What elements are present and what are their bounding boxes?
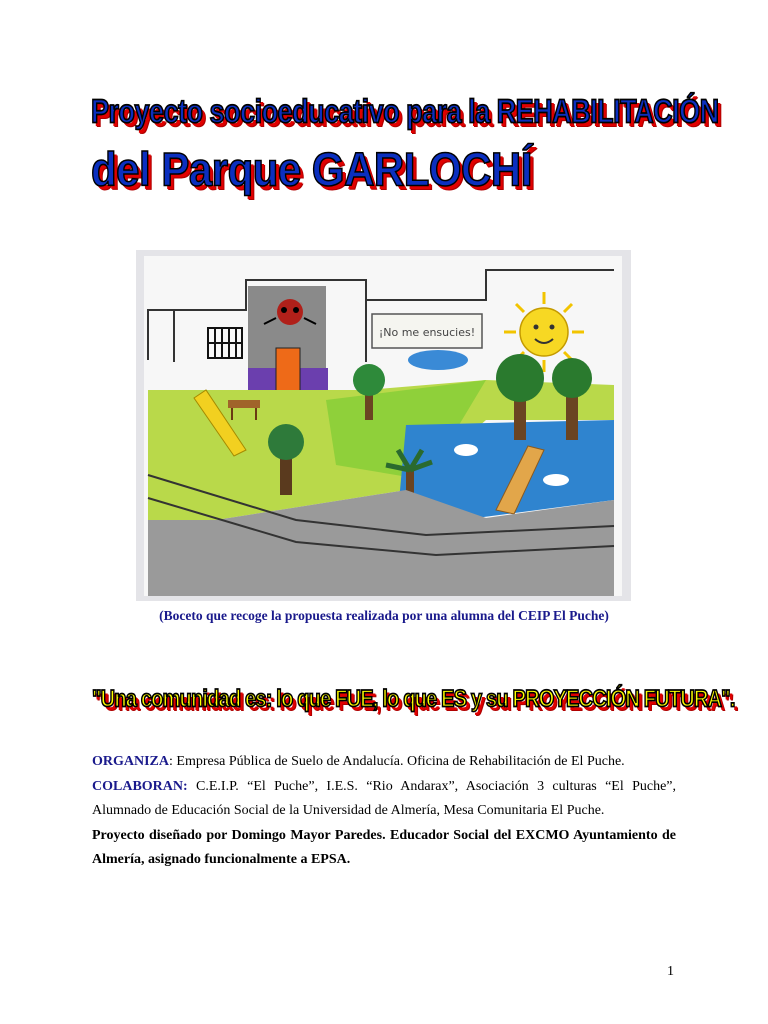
- bench: [228, 400, 260, 408]
- designer-paragraph: Proyecto diseñado por Domingo Mayor Paredes. Educador Social del EXCMO Ayuntamiento de Almería, asignado funcionalmente a EPSA.: [92, 827, 676, 867]
- slogan-quote: "Una comunidad es: lo que FUE, lo que ES y su PROYECCIÓN FUTURA".: [92, 686, 735, 713]
- organiza-label: ORGANIZA: [92, 754, 170, 769]
- credits-section: [92, 750, 676, 873]
- colaboran-text: C.E.I.P. “El Puche”, I.E.S. “Rio Andarax”, Asociación 3 culturas “El Puche”, Alumnado de Educación Social de la Universidad de Almería, Mesa Comunitaria El Puche.: [92, 778, 676, 818]
- organiza-text: : Empresa Pública de Suelo de Andalucía. Oficina de Rehabilitación de El Puche.: [169, 754, 625, 769]
- colaboran-label: COLABORAN:: [92, 778, 188, 794]
- page-number: 1: [667, 964, 674, 979]
- organiza-paragraph: [92, 750, 676, 775]
- document-title-line-2: del Parque GARLOCHÍ: [91, 143, 532, 196]
- colaboran-paragraph: [92, 775, 676, 824]
- sign-text: ¡No me ensucies!: [378, 326, 476, 339]
- image-caption: (Boceto que recoge la propuesta realizada por una alumna del CEIP El Puche): [159, 608, 609, 623]
- orange-door: [276, 348, 300, 394]
- park-sketch-drawing: [136, 250, 631, 601]
- small-pond: [408, 350, 468, 370]
- duck-1: [454, 444, 478, 456]
- document-title-line-1: Proyecto socioeducativo para la REHABILITACIÓN: [91, 93, 719, 130]
- duck-2: [543, 474, 569, 486]
